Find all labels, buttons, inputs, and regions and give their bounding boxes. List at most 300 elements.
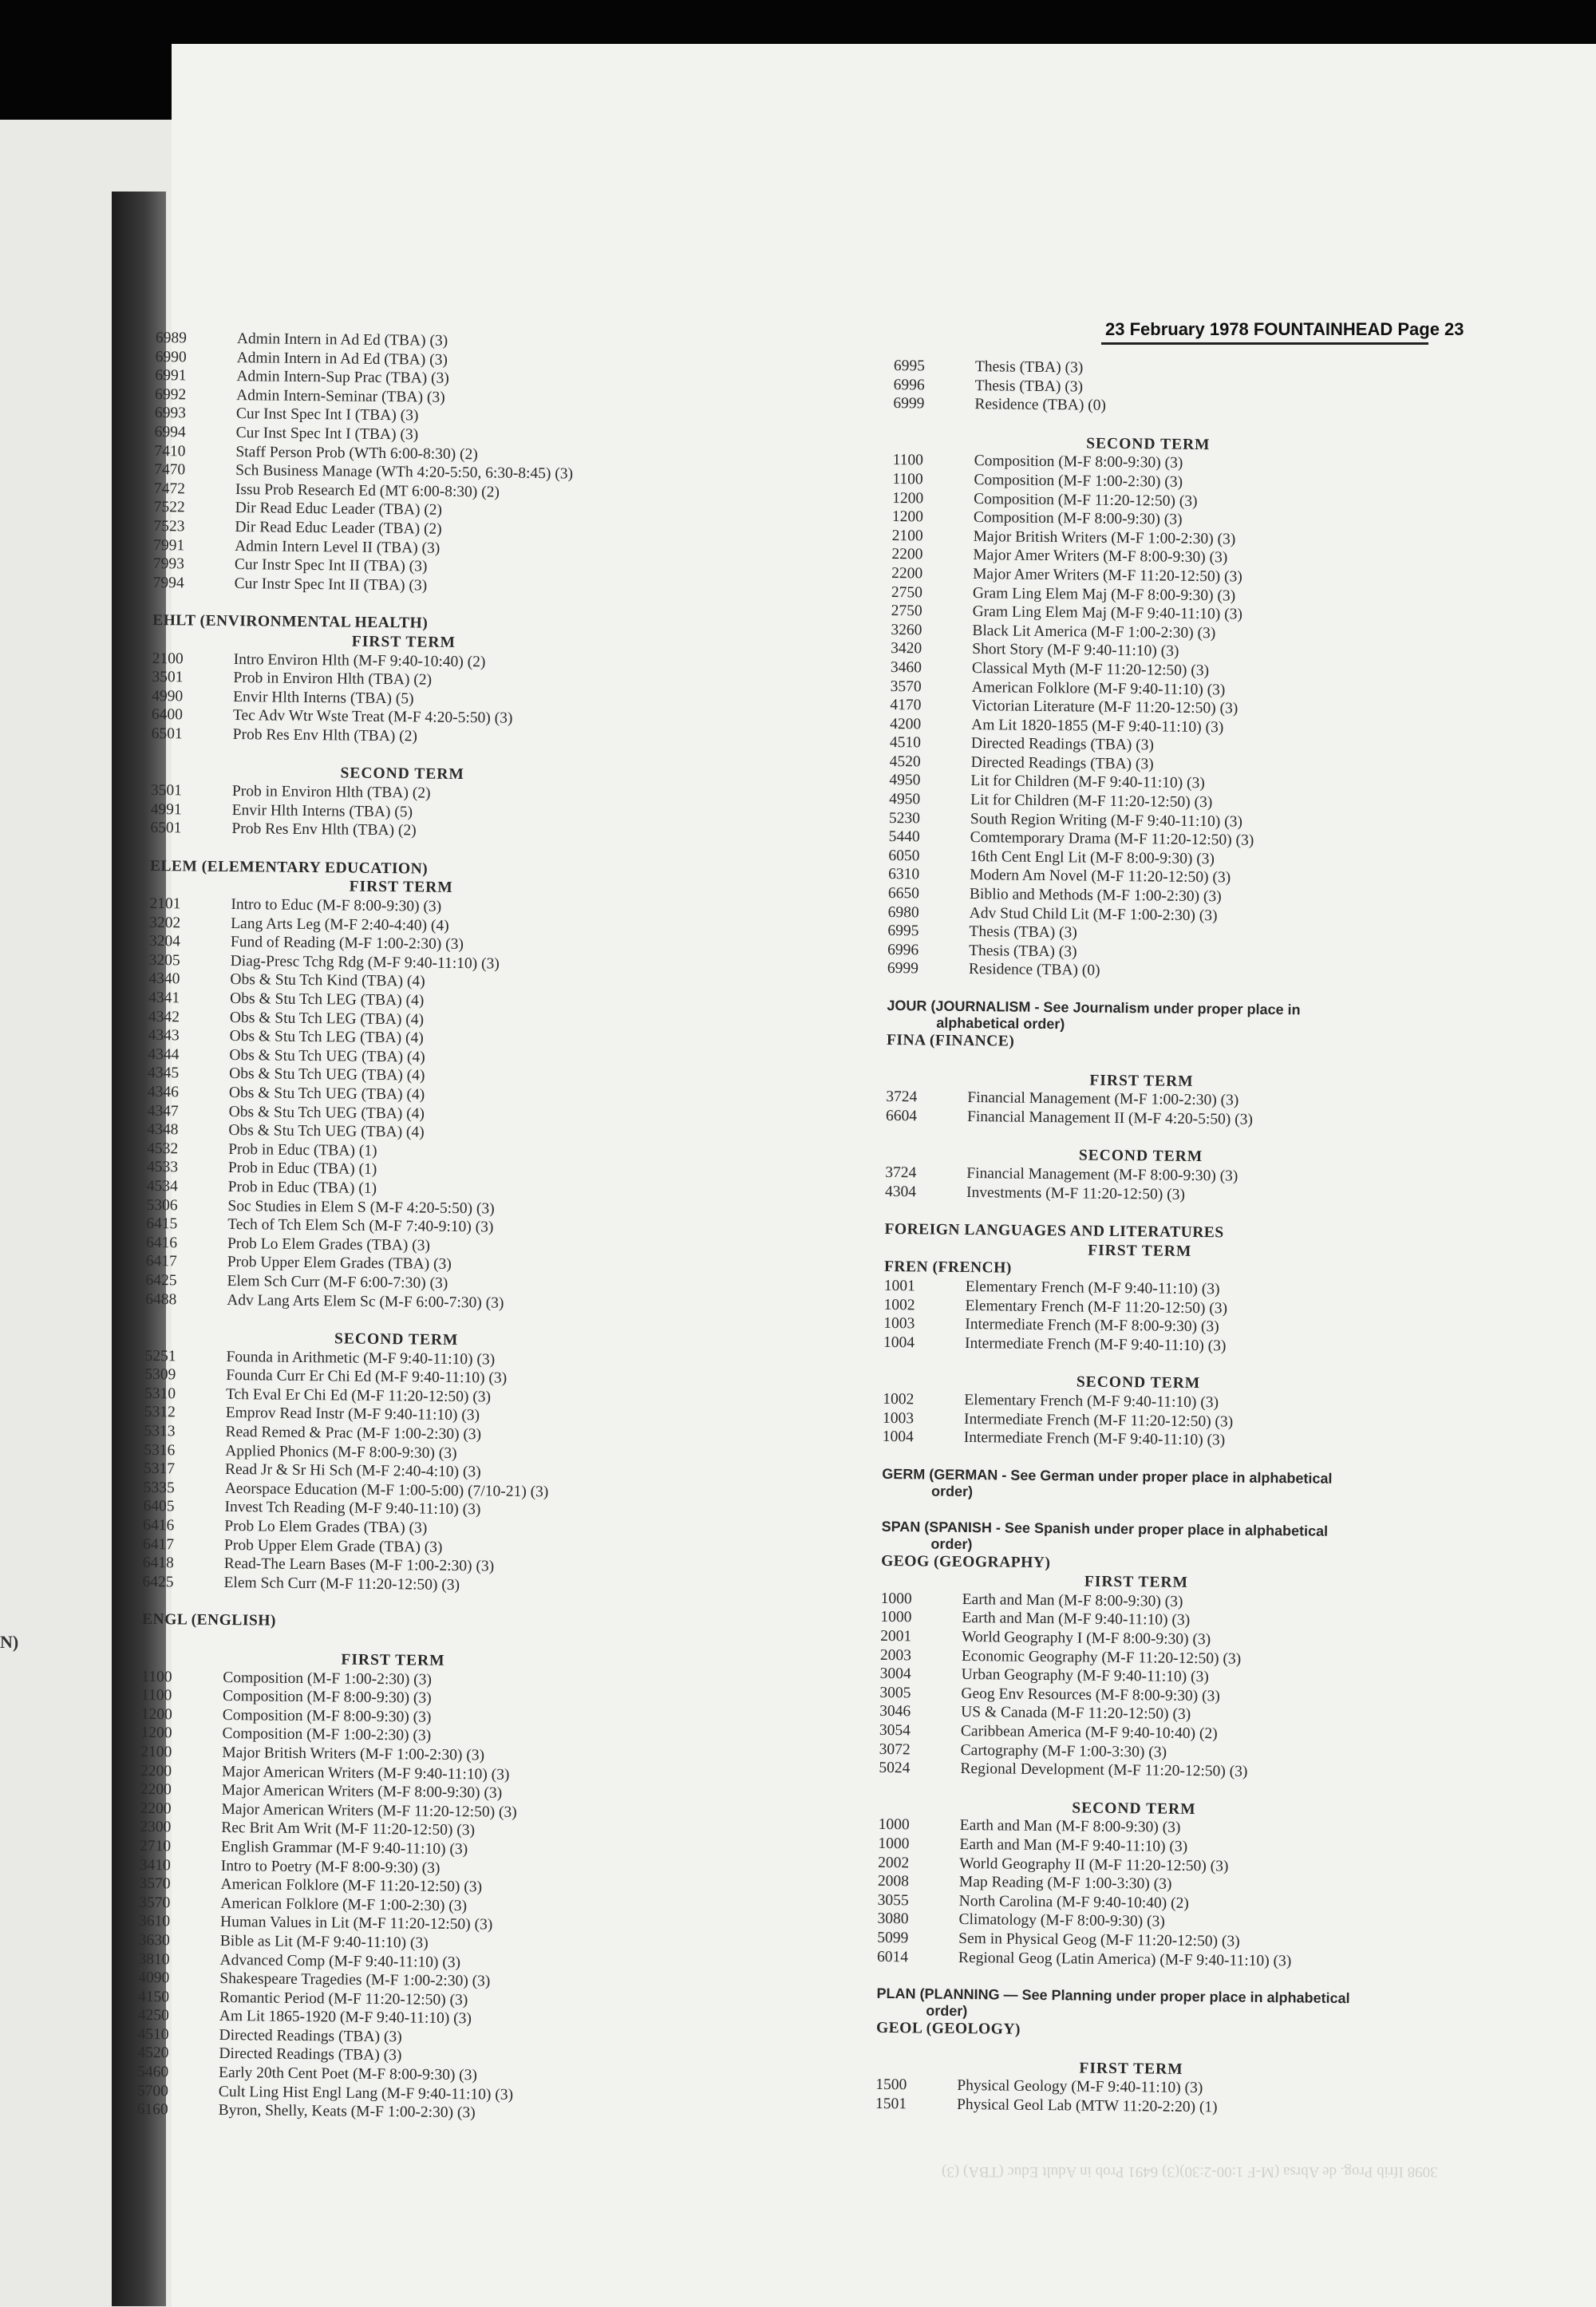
course-description: Directed Readings (TBA) (3) [219, 2026, 402, 2046]
course-description: Diag-Presc Tchg Rdg (M-F 9:40-11:10) (3) [230, 952, 500, 973]
term-heading: SECOND TERM [340, 764, 464, 784]
course-number: 3260 [891, 621, 922, 639]
header-rule [1101, 342, 1428, 345]
course-description: Thesis (TBA) (3) [969, 923, 1077, 942]
course-number: 4250 [137, 2007, 169, 2025]
course-number: 3205 [148, 951, 180, 970]
course-description: Cur Instr Spec Int II (TBA) (3) [234, 556, 428, 575]
course-number: 6992 [155, 385, 187, 404]
course-number: 6501 [151, 725, 183, 743]
course-description: American Folklore (M-F 1:00-2:30) (3) [220, 1894, 468, 1914]
course-description: Aeorspace Education (M-F 1:00-5:00) (7/10-21) (3) [224, 1479, 549, 1501]
course-description: World Geography II (M-F 11:20-12:50) (3) [959, 1855, 1229, 1875]
course-description: Elementary French (M-F 9:40-11:10) (3) [965, 1278, 1220, 1298]
course-description: Obs & Stu Tch LEG (TBA) (4) [230, 990, 425, 1009]
term-heading: SECOND TERM [1076, 1373, 1201, 1392]
course-description: Cartography (M-F 1:00-3:30) (3) [960, 1741, 1167, 1761]
course-number: 6014 [876, 1948, 909, 1965]
course-number: 3004 [879, 1665, 911, 1683]
course-description: Earth and Man (M-F 8:00-9:30) (3) [962, 1590, 1183, 1610]
course-description: Thesis (TBA) (3) [974, 377, 1084, 396]
course-number: 1100 [140, 1687, 172, 1705]
term-heading: SECOND TERM [1086, 435, 1211, 453]
course-description: Prob in Educ (TBA) (1) [227, 1178, 377, 1197]
course-description: Gram Ling Elem Maj (M-F 9:40-11:10) (3) [972, 603, 1243, 623]
course-description: Financial Management (M-F 1:00-2:30) (3) [967, 1089, 1239, 1109]
course-number: 2002 [878, 1854, 910, 1871]
course-number: 3080 [877, 1910, 909, 1928]
course-description: Composition (M-F 1:00-2:30) (3) [974, 472, 1183, 491]
course-description: Earth and Man (M-F 9:40-11:10) (3) [959, 1835, 1188, 1855]
course-number: 6310 [888, 866, 920, 883]
course-description: Obs & Stu Tch LEG (TBA) (4) [229, 1009, 425, 1029]
course-number: 6989 [155, 329, 187, 347]
course-description: World Geography I (M-F 8:00-9:30) (3) [962, 1629, 1211, 1649]
course-description: Read-The Learn Bases (M-F 1:00-2:30) (3) [223, 1555, 495, 1575]
course-description: Obs & Stu Tch UEG (TBA) (4) [228, 1084, 425, 1104]
course-number: 3046 [879, 1703, 911, 1720]
course-description: Lang Arts Leg (M-F 2:40-4:40) (4) [231, 915, 449, 934]
course-description: Composition (M-F 1:00-2:30) (3) [223, 1669, 433, 1689]
course-number: 4345 [148, 1065, 180, 1082]
course-number: 4520 [889, 753, 921, 771]
term-heading: SECOND TERM [1072, 1799, 1196, 1818]
course-description: Advanced Comp (M-F 9:40-11:10) (3) [219, 1951, 461, 1971]
course-number: 4533 [146, 1159, 179, 1176]
course-description: Admin Intern in Ad Ed (TBA) (3) [236, 349, 448, 369]
course-number: 2200 [891, 546, 923, 563]
department-heading: FINA (FINANCE) [886, 1031, 1015, 1050]
course-number: 5306 [146, 1196, 178, 1214]
course-description: American Folklore (M-F 9:40-11:10) (3) [971, 678, 1226, 698]
course-description: Staff Person Prob (WTh 6:00-8:30) (2) [235, 443, 478, 463]
course-number: 3570 [139, 1875, 171, 1893]
course-number: 2750 [891, 583, 923, 601]
course-description: Caribbean America (M-F 9:40-10:40) (2) [960, 1723, 1218, 1743]
course-number: 4532 [147, 1140, 179, 1158]
course-number: 7472 [153, 480, 186, 498]
course-number: 7522 [153, 499, 185, 516]
course-number: 6990 [155, 348, 187, 365]
course-description: Major American Writers (M-F 9:40-11:10) (3) [221, 1763, 510, 1784]
course-number: 3501 [152, 669, 184, 686]
course-description: Thesis (TBA) (3) [974, 358, 1084, 377]
course-number: 4990 [152, 687, 184, 705]
term-heading: FIRST TERM [1084, 1573, 1189, 1592]
course-number: 6995 [887, 922, 919, 940]
course-number: 4090 [138, 1969, 170, 1987]
course-number: 4340 [148, 970, 180, 988]
course-number: 2001 [880, 1627, 912, 1645]
course-number: 1500 [875, 2076, 907, 2094]
course-number: 3420 [891, 640, 922, 658]
course-description: English Grammar (M-F 9:40-11:10) (3) [220, 1838, 468, 1859]
course-description: Cult Ling Hist Engl Lang (M-F 9:40-11:10) (3) [218, 2083, 514, 2104]
course-number: 6501 [150, 820, 182, 837]
course-number: 5313 [144, 1422, 176, 1440]
course-number: 2100 [140, 1743, 172, 1761]
course-number: 5460 [137, 2063, 169, 2081]
course-number: 6980 [887, 903, 919, 921]
course-description: Composition (M-F 8:00-9:30) (3) [222, 1688, 432, 1707]
cross-reference-note [882, 1466, 1393, 1505]
course-number: 4343 [148, 1027, 180, 1045]
course-description: Financial Management (M-F 8:00-9:30) (3) [966, 1164, 1238, 1185]
course-description: Intermediate French (M-F 9:40-11:10) (3) [964, 1334, 1227, 1355]
department-heading: ELEM (ELEMENTARY EDUCATION) [149, 857, 429, 878]
course-description: Elem Sch Curr (M-F 6:00-7:30) (3) [227, 1272, 448, 1292]
course-description: Classical Myth (M-F 11:20-12:50) (3) [971, 659, 1210, 680]
course-description: Intro to Educ (M-F 8:00-9:30) (3) [231, 896, 442, 915]
course-number: 5309 [144, 1366, 176, 1384]
course-description: Physical Geology (M-F 9:40-11:10) (3) [957, 2077, 1203, 2097]
note-line: JOUR (JOURNALISM - See Journalism under proper place in [887, 997, 1301, 1018]
course-description: Prob Lo Elem Grades (TBA) (3) [224, 1518, 428, 1537]
left-column [137, 329, 658, 2124]
course-number: 1004 [882, 1428, 914, 1446]
note-continuation: order) [930, 1535, 973, 1552]
course-description: Lit for Children (M-F 9:40-11:10) (3) [970, 772, 1205, 792]
course-number: 4200 [890, 715, 922, 733]
course-description: Lit for Children (M-F 11:20-12:50) (3) [970, 792, 1213, 812]
course-number: 7994 [152, 574, 184, 592]
course-description: Modern Am Novel (M-F 11:20-12:50) (3) [970, 867, 1231, 887]
course-description: Intermediate French (M-F 11:20-12:50) (3) [963, 1410, 1234, 1431]
course-description: Residence (TBA) (0) [968, 961, 1100, 980]
course-description: Directed Readings (TBA) (3) [970, 735, 1155, 754]
course-description: Admin Intern Level II (TBA) (3) [235, 537, 440, 557]
course-description: Fund of Reading (M-F 1:00-2:30) (3) [230, 934, 464, 954]
note-line: SPAN (SPANISH - See Spanish under proper place in alphabetical [881, 1518, 1329, 1539]
course-description: Obs & Stu Tch UEG (TBA) (4) [228, 1103, 425, 1123]
course-description: Prob Res Env Hlth (TBA) (2) [231, 820, 417, 839]
department-heading: GEOG (GEOGRAPHY) [881, 1552, 1051, 1571]
course-number: 5440 [888, 828, 920, 846]
cross-reference-note [887, 997, 1397, 1037]
course-number: 6425 [145, 1271, 177, 1290]
course-number: 2101 [149, 895, 181, 913]
adjacent-page-text: N) [0, 1632, 19, 1652]
course-description: Prob Lo Elem Grades (TBA) (3) [227, 1234, 431, 1254]
course-description: Tech of Tch Elem Sch (M-F 7:40-9:10) (3) [227, 1216, 494, 1236]
course-description: Black Lit America (M-F 1:00-2:30) (3) [972, 622, 1216, 642]
course-number: 6416 [143, 1516, 175, 1535]
course-number: 1002 [883, 1390, 915, 1408]
course-description: Sch Business Manage (WTh 4:20-5:50, 6:30-8:45) (3) [235, 462, 574, 483]
course-number: 6996 [893, 376, 925, 393]
course-description: Directed Readings (TBA) (3) [970, 753, 1154, 773]
course-description: Human Values in Lit (M-F 11:20-12:50) (3) [219, 1914, 493, 1934]
course-description: Composition (M-F 11:20-12:50) (3) [974, 490, 1198, 510]
note-continuation: order) [931, 1483, 974, 1499]
course-description: Investments (M-F 11:20-12:50) (3) [966, 1183, 1186, 1203]
course-description: Adv Stud Child Lit (M-F 1:00-2:30) (3) [969, 904, 1218, 924]
course-number: 3630 [138, 1931, 170, 1949]
course-number: 1001 [883, 1277, 915, 1295]
department-heading: EHLT (ENVIRONMENTAL HEALTH) [152, 612, 429, 632]
course-number: 4342 [148, 1008, 180, 1025]
course-description: Read Remed & Prac (M-F 1:00-2:30) (3) [225, 1424, 482, 1444]
course-number: 6996 [887, 941, 919, 959]
course-description: Composition (M-F 1:00-2:30) (3) [222, 1725, 432, 1745]
course-number: 5335 [143, 1479, 175, 1497]
course-number: 4344 [148, 1045, 180, 1064]
course-description: Sem in Physical Geog (M-F 11:20-12:50) (3) [958, 1930, 1240, 1950]
right-column [875, 357, 1404, 2119]
course-description: Economic Geography (M-F 11:20-12:50) (3) [961, 1647, 1242, 1668]
course-description: Intro to Poetry (M-F 8:00-9:30) (3) [220, 1857, 440, 1877]
note-line: GERM (GERMAN - See German under proper place in alphabetical [882, 1465, 1333, 1487]
course-number: 1000 [880, 1590, 912, 1608]
course-description: Prob Res Env Hlth (TBA) (2) [232, 725, 418, 745]
course-number: 6604 [885, 1107, 918, 1125]
term-heading: SECOND TERM [1078, 1147, 1203, 1166]
course-number: 3724 [885, 1163, 917, 1182]
course-description: Bible as Lit (M-F 9:40-11:10) (3) [219, 1932, 429, 1952]
course-number: 6995 [893, 357, 925, 375]
course-number: 3810 [138, 1950, 170, 1968]
course-number: 5230 [888, 809, 921, 828]
term-heading: FIRST TERM [341, 1651, 445, 1669]
course-description: 16th Cent Engl Lit (M-F 8:00-9:30) (3) [970, 847, 1215, 868]
course-description: Founda in Arithmetic (M-F 9:40-11:10) (3) [226, 1348, 496, 1369]
course-description: Geog Env Resources (M-F 8:00-9:30) (3) [961, 1685, 1220, 1705]
course-description: South Region Writing (M-F 9:40-11:10) (3) [970, 810, 1243, 831]
course-number: 2200 [140, 1781, 172, 1799]
course-number: 1002 [883, 1296, 915, 1313]
bleed-through-text: 3098 Ifrib Prog. de Abrsa (M-F 1:00-2:30)(3) 6491 Prob in Adult Educ (TBA) (3) [942, 2163, 1438, 2180]
course-description: Intro Environ Hlth (M-F 9:40-10:40) (2) [233, 650, 486, 670]
course-description: Obs & Stu Tch LEG (TBA) (4) [229, 1028, 424, 1047]
course-number: 4510 [137, 2025, 169, 2044]
course-number: 6417 [142, 1535, 175, 1553]
course-number: 2008 [877, 1873, 910, 1890]
department-heading: FOREIGN LANGUAGES AND LITERATURES [884, 1221, 1224, 1242]
course-description: Prob in Educ (TBA) (1) [227, 1159, 377, 1179]
course-number: 1000 [880, 1609, 912, 1626]
course-description: Prob in Environ Hlth (TBA) (2) [233, 670, 433, 689]
course-number: 1100 [892, 452, 924, 469]
course-description: Envir Hlth Interns (TBA) (5) [231, 801, 413, 821]
course-number: 6416 [145, 1234, 178, 1252]
course-description: Shakespeare Tragedies (M-F 1:00-2:30) (3) [219, 1970, 491, 1990]
course-number: 1100 [892, 470, 923, 488]
term-heading: FIRST TERM [351, 633, 456, 651]
course-number: 2200 [140, 1799, 172, 1818]
note-line: PLAN (PLANNING — See Planning under proper place in alphabetical [876, 1985, 1350, 2007]
course-description: Composition (M-F 8:00-9:30) (3) [222, 1706, 432, 1726]
course-description: Prob Upper Elem Grade (TBA) (3) [223, 1536, 443, 1556]
course-description: Obs & Stu Tch UEG (TBA) (4) [229, 1065, 425, 1084]
course-number: 2200 [891, 564, 923, 583]
course-description: Adv Lang Arts Elem Sc (M-F 6:00-7:30) (3) [227, 1291, 504, 1312]
course-number: 5024 [879, 1760, 911, 1777]
course-description: Elementary French (M-F 11:20-12:50) (3) [965, 1297, 1228, 1317]
course-description: Directed Readings (TBA) (3) [219, 2045, 402, 2064]
course-description: Soc Studies in Elem S (M-F 4:20-5:50) (3) [227, 1197, 495, 1218]
course-description: Am Lit 1820-1855 (M-F 9:40-11:10) (3) [971, 716, 1224, 737]
course-description: Romantic Period (M-F 11:20-12:50) (3) [219, 1989, 468, 2009]
course-description: Tch Eval Er Chi Ed (M-F 11:20-12:50) (3) [225, 1385, 492, 1406]
course-number: 6994 [154, 423, 186, 441]
course-number: 1200 [892, 489, 924, 507]
course-number: 2003 [879, 1646, 912, 1664]
term-heading: FIRST TERM [349, 879, 453, 897]
course-number: 2750 [891, 602, 922, 620]
course-description: Biblio and Methods (M-F 1:00-2:30) (3) [969, 886, 1222, 906]
course-description: Applied Phonics (M-F 8:00-9:30) (3) [225, 1442, 457, 1462]
course-description: Prob Upper Elem Grades (TBA) (3) [227, 1254, 452, 1274]
course-number: 5099 [877, 1929, 909, 1947]
course-number: 1000 [878, 1835, 910, 1853]
course-description: Major Amer Writers (M-F 11:20-12:50) (3) [973, 565, 1242, 586]
course-description: Comtemporary Drama (M-F 11:20-12:50) (3) [970, 829, 1254, 850]
course-description: Gram Ling Elem Maj (M-F 8:00-9:30) (3) [972, 584, 1236, 605]
course-number: 1200 [140, 1705, 172, 1724]
course-description: Prob in Environ Hlth (TBA) (2) [231, 783, 431, 802]
course-number: 4170 [890, 697, 922, 714]
course-number: 4991 [150, 800, 182, 819]
course-description: Obs & Stu Tch UEG (TBA) (4) [229, 1046, 425, 1066]
course-number: 3072 [879, 1740, 911, 1758]
course-description: Cur Inst Spec Int I (TBA) (3) [235, 425, 419, 444]
course-description: Composition (M-F 8:00-9:30) (3) [974, 452, 1183, 472]
course-number: 1200 [140, 1724, 172, 1742]
course-number: 2100 [152, 650, 184, 667]
term-heading: FIRST TERM [1088, 1242, 1192, 1260]
course-number: 3005 [879, 1684, 911, 1702]
course-number: 3501 [150, 782, 183, 800]
cross-reference-note [876, 1985, 1387, 2025]
course-description: Composition (M-F 8:00-9:30) (3) [973, 509, 1183, 528]
course-number: 6417 [145, 1253, 177, 1270]
department-heading: ENGL (ENGLISH) [141, 1611, 277, 1630]
course-description: Byron, Shelly, Keats (M-F 1:00-2:30) (3) [218, 2102, 476, 2122]
course-number: 4950 [889, 772, 921, 789]
course-number: 4341 [148, 989, 180, 1007]
course-description: Emprov Read Instr (M-F 9:40-11:10) (3) [225, 1404, 480, 1424]
course-number: 3570 [890, 677, 922, 695]
course-description: Obs & Stu Tch UEG (TBA) (4) [228, 1122, 425, 1141]
course-description: Rec Brit Am Writ (M-F 11:20-12:50) (3) [221, 1819, 476, 1839]
course-number: 1501 [875, 2095, 907, 2113]
course-number: 3410 [139, 1856, 171, 1874]
course-description: Admin Intern-Sup Prac (TBA) (3) [236, 368, 449, 388]
course-number: 1000 [878, 1816, 910, 1834]
course-number: 6999 [893, 395, 925, 413]
course-number: 3724 [886, 1088, 918, 1106]
course-description: Cur Instr Spec Int II (TBA) (3) [234, 575, 428, 595]
course-description: Tec Adv Wtr Wste Treat (M-F 4:20-5:50) (3) [232, 707, 513, 727]
course-number: 5312 [144, 1404, 176, 1421]
course-description: Major American Writers (M-F 8:00-9:30) (3) [221, 1782, 503, 1802]
course-description: American Folklore (M-F 11:20-12:50) (3) [220, 1876, 483, 1896]
course-number: 5317 [143, 1460, 176, 1478]
course-description: Regional Geog (Latin America) (M-F 9:40-11:10) (3) [958, 1949, 1292, 1969]
course-number: 1003 [882, 1409, 915, 1427]
course-number: 5700 [136, 2082, 168, 2100]
course-number: 4534 [146, 1177, 178, 1195]
course-number: 4950 [889, 791, 921, 808]
course-description: Residence (TBA) (0) [974, 396, 1107, 414]
course-number: 4304 [884, 1183, 917, 1200]
course-number: 4347 [147, 1102, 179, 1120]
course-number: 5310 [144, 1385, 176, 1403]
department-heading: GEOL (GEOLOGY) [875, 2020, 1021, 2038]
course-number: 7470 [154, 461, 186, 479]
course-description: Envir Hlth Interns (TBA) (5) [233, 688, 414, 708]
course-description: Founda Curr Er Chi Ed (M-F 9:40-11:10) (3) [226, 1367, 508, 1387]
course-number: 6050 [888, 847, 920, 865]
course-description: Major American Writers (M-F 11:20-12:50) (3) [221, 1800, 517, 1821]
course-description: Victorian Literature (M-F 11:20-12:50) (3) [971, 697, 1238, 717]
course-description: Major British Writers (M-F 1:00-2:30) (3) [222, 1744, 485, 1764]
course-number: 4150 [138, 1988, 170, 2005]
course-number: 2200 [140, 1762, 172, 1780]
course-description: Intermediate French (M-F 9:40-11:10) (3) [963, 1429, 1226, 1449]
course-description: Read Jr & Sr Hi Sch (M-F 2:40-4:10) (3) [224, 1461, 481, 1481]
course-number: 6405 [143, 1498, 175, 1515]
course-number: 4520 [137, 2044, 169, 2062]
course-number: 1200 [891, 508, 924, 526]
course-number: 6160 [136, 2101, 168, 2119]
course-description: Am Lit 1865-1920 (M-F 9:40-11:10) (3) [219, 2008, 472, 2028]
cross-reference-note [881, 1519, 1392, 1558]
course-description: Intermediate French (M-F 8:00-9:30) (3) [965, 1316, 1219, 1336]
term-heading: FIRST TERM [1089, 1072, 1194, 1090]
course-description: Early 20th Cent Poet (M-F 8:00-9:30) (3) [219, 2064, 478, 2084]
course-description: Earth and Man (M-F 9:40-11:10) (3) [962, 1610, 1191, 1630]
course-number: 1004 [883, 1333, 915, 1352]
course-number: 7993 [152, 555, 185, 573]
course-number: 3055 [877, 1891, 909, 1910]
course-number: 6418 [142, 1554, 174, 1572]
course-number: 3054 [879, 1721, 911, 1740]
course-description: Map Reading (M-F 1:00-3:30) (3) [958, 1874, 1172, 1893]
course-description: Thesis (TBA) (3) [969, 942, 1077, 961]
course-description: Urban Geography (M-F 9:40-11:10) (3) [961, 1666, 1209, 1686]
course-number: 6425 [142, 1573, 174, 1591]
course-description: Short Story (M-F 9:40-11:10) (3) [972, 641, 1179, 661]
course-description: Admin Intern in Ad Ed (TBA) (3) [236, 330, 448, 350]
course-number: 6999 [887, 960, 919, 978]
course-description: Elementary French (M-F 9:40-11:10) (3) [964, 1391, 1219, 1412]
department-heading: FREN (FRENCH) [883, 1258, 1012, 1277]
course-description: Dir Read Educ Leader (TBA) (2) [235, 518, 442, 538]
course-description: Earth and Man (M-F 8:00-9:30) (3) [959, 1817, 1181, 1837]
course-number: 1100 [141, 1668, 172, 1685]
course-number: 5316 [144, 1441, 176, 1459]
course-description: US & Canada (M-F 11:20-12:50) (3) [961, 1704, 1191, 1724]
course-description: Cur Inst Spec Int I (TBA) (3) [235, 405, 419, 425]
course-number: 5251 [144, 1347, 176, 1365]
course-description: Financial Management II (M-F 4:20-5:50) (3) [966, 1108, 1254, 1128]
course-number: 6991 [155, 367, 187, 385]
course-number: 3460 [890, 658, 922, 677]
course-description: Physical Geol Lab (MTW 11:20-2:20) (1) [956, 2096, 1218, 2116]
note-continuation: alphabetical order) [936, 1014, 1065, 1033]
course-number: 2300 [140, 1819, 172, 1836]
course-number: 1003 [883, 1315, 915, 1333]
course-description: Dir Read Educ Leader (TBA) (2) [235, 500, 443, 519]
course-description: North Carolina (M-F 9:40-10:40) (2) [958, 1892, 1189, 1912]
course-number: 6400 [151, 706, 184, 724]
course-description: Major Amer Writers (M-F 8:00-9:30) (3) [973, 547, 1228, 567]
course-description: Climatology (M-F 8:00-9:30) (3) [958, 1911, 1165, 1931]
course-number: 7523 [153, 517, 185, 535]
course-number: 7991 [153, 536, 185, 554]
course-description: Obs & Stu Tch Kind (TBA) (4) [230, 971, 425, 990]
